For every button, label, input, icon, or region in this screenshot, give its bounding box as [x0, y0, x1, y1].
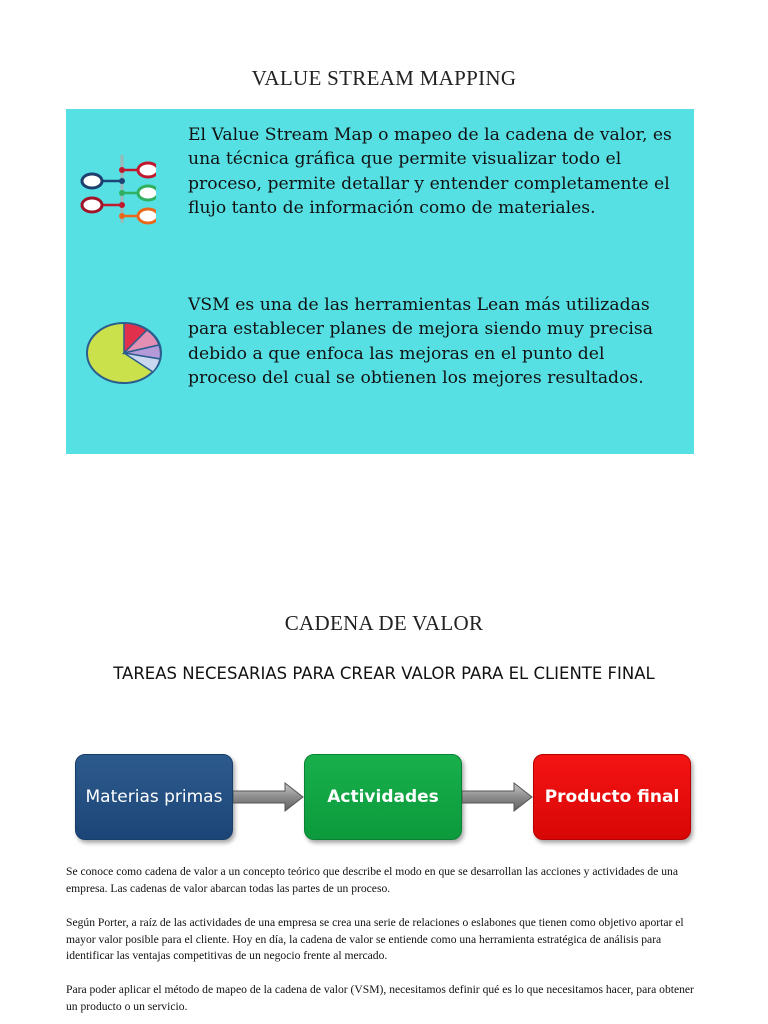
body-paragraph: Para poder aplicar el método de mapeo de la cadena de valor (VSM), necesitamos definir qué es lo que necesitamos hacer, para obtener un producto o un servicio. [66, 983, 694, 1013]
page-title: VALUE STREAM MAPPING [251, 66, 517, 90]
info-panel [66, 109, 694, 454]
pie-chart-icon [86, 321, 166, 387]
arrow-right-icon [462, 782, 534, 812]
arrow-right-icon [233, 782, 305, 812]
step-raw-materials: Materias primas [75, 754, 233, 840]
process-flow-icon [78, 155, 156, 227]
section-subtitle: TAREAS NECESARIAS PARA CREAR VALOR PARA EL CLIENTE FINAL [113, 664, 655, 683]
step-final-product: Producto final [533, 754, 691, 840]
section-title: CADENA DE VALOR [284, 611, 484, 635]
step-activities: Actividades [304, 754, 462, 840]
value-chain-diagram [70, 750, 700, 846]
body-paragraph: Se conoce como cadena de valor a un concepto teórico que describe el modo en que se desarrollan las acciones y actividades de una empresa. Las cadenas de valor abarcan todas las partes de un proceso. [66, 865, 678, 895]
body-paragraph: Según Porter, a raíz de las actividades de una empresa se crea una serie de relaciones o eslabones que tienen como objetivo aportar el mayor valor posible para el cliente. Hoy en día, la cadena de valor se entiende como una herramienta estratégica de análisis para identificar las ventajas competitivas de un negocio frente al mercado. [66, 916, 684, 962]
vsm-paragraph: VSM es una de las herramientas Lean más utilizadas para establecer planes de mejora siendo muy precisa debido a que enfoca las mejoras en el punto del proceso del cual se obtienen los mejores resultados. [188, 295, 653, 388]
intro-paragraph: El Value Stream Map o mapeo de la cadena de valor, es una técnica gráfica que permite visualizar todo el proceso, permite detallar y entender completamente el flujo tanto de información como de materiales. [188, 125, 672, 218]
